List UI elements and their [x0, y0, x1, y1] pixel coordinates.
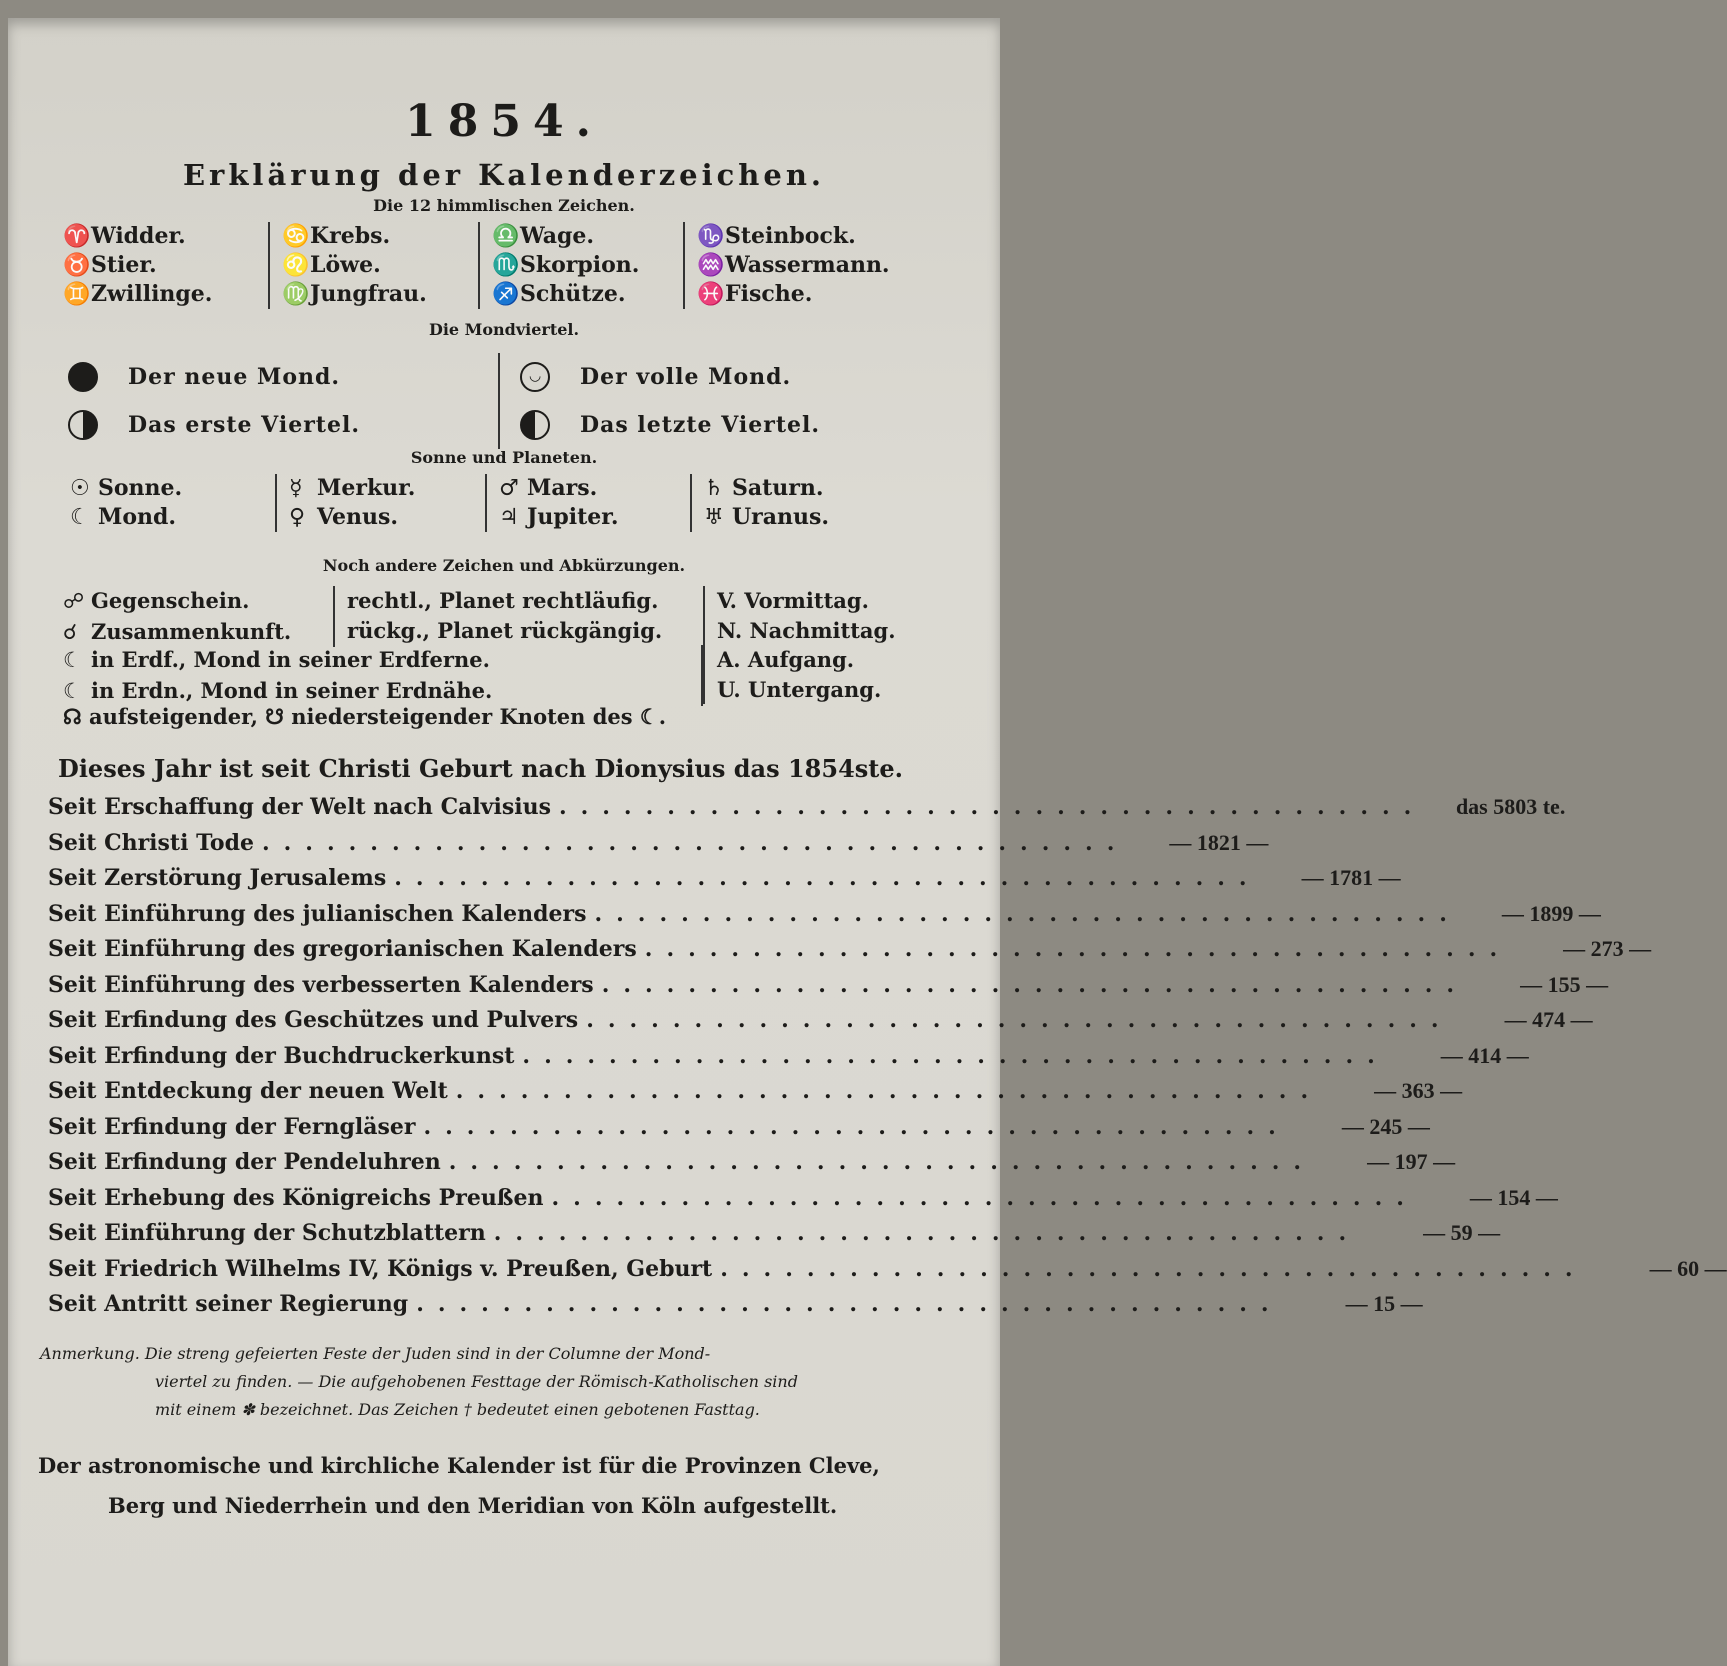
item-label: Krebs. [310, 223, 391, 249]
planets-column [690, 474, 940, 532]
epoch-label: Seit Einführung der Schutzblattern [48, 1220, 486, 1246]
sign-label: in Erdn., Mond in seiner Erdnähe. [91, 677, 493, 703]
other-heading: Noch andere Zeichen und Abkürzungen. [322, 556, 686, 575]
epoch-label: Seit Erhebung des Königreichs Preußen [48, 1184, 544, 1211]
item-label: Löwe. [310, 252, 381, 278]
footer-line: Der astronomische und kirchliche Kalender ist für die Provinzen Cleve, [38, 1453, 880, 1478]
zodiac-item [492, 280, 683, 309]
epoch-row [48, 900, 1601, 937]
epoch-label: Seit Einführung des verbesserten Kalenders [48, 971, 594, 998]
phase-label: Der neue Mond. [128, 364, 341, 390]
planets-item [499, 503, 690, 532]
saturn-icon: ♄ [704, 476, 724, 501]
phase-label: Das letzte Viertel. [580, 412, 821, 438]
zodiac-column [268, 222, 478, 309]
moon-icon: ☾ [63, 648, 82, 672]
epoch-value: — 1821 — [1169, 829, 1269, 855]
year-line: Dieses Jahr ist seit Christi Geburt nach Dionysius das 1854ste. [58, 754, 903, 783]
leader-dots: ........................................ [551, 1184, 1418, 1211]
löwe-icon: ♌ [282, 253, 310, 278]
epoch-list [48, 794, 1727, 1327]
footer-line: Berg und Niederrhein und den Meridian von Köln aufgestellt. [108, 1493, 838, 1518]
epoch-row [48, 1078, 1463, 1114]
abbrev-untergang: U. Untergang. [717, 676, 882, 702]
phase-label: Das erste Viertel. [128, 412, 360, 438]
abbrev-vormittag: V. Vormittag. [717, 588, 869, 613]
abbrev-nachmittag: N. Nachmittag. [717, 617, 896, 643]
epoch-value: — 414 — [1440, 1042, 1529, 1068]
sign-label: in Erdf., Mond in seiner Erdferne. [91, 647, 490, 672]
epoch-value: das 5803 te. [1455, 794, 1566, 819]
zodiac-column [683, 222, 940, 309]
moon-heading: Die Mondviertel. [428, 320, 580, 339]
item-label: Widder. [91, 223, 186, 249]
moon-icon: ☾ [63, 678, 82, 703]
item-label: Skorpion. [520, 252, 640, 278]
leader-dots: ........................................ [455, 1078, 1323, 1104]
page-subtitle: Erklärung der Kalenderzeichen. [182, 158, 826, 192]
item-label: Mars. [527, 475, 598, 501]
note-line: Anmerkung. Die streng gefeierten Feste der Juden sind in der Columne der Mond- [40, 1344, 711, 1363]
planets-column [485, 474, 690, 532]
epoch-row [48, 1184, 1558, 1221]
leader-dots: ........................................ [558, 794, 1426, 820]
epoch-label: Seit Erschaffung der Welt nach Calvisius [48, 794, 551, 820]
epoch-row [48, 829, 1269, 866]
epoch-value: — 155 — [1520, 971, 1609, 997]
item-label: Steinbock. [725, 223, 856, 249]
abbrev-rechtl: rechtl., Planet rechtläufig. [347, 588, 659, 613]
item-label: Wassermann. [725, 252, 890, 278]
other-sign [63, 586, 333, 617]
leader-dots: ........................................ [522, 1042, 1389, 1069]
leader-dots: ........................................ [594, 900, 1461, 927]
planets-table [70, 474, 940, 532]
epoch-value: — 245 — [1341, 1113, 1430, 1139]
epoch-label: Seit Einführung des gregorianischen Kalenders [48, 936, 637, 962]
krebs-icon: ♋ [282, 224, 310, 249]
abbrev-aufgang: A. Aufgang. [717, 647, 855, 672]
leader-dots: ........................................ [493, 1220, 1361, 1246]
leader-dots: ........................................ [586, 1007, 1453, 1033]
epoch-row [48, 1220, 1501, 1256]
zodiac-item [492, 222, 683, 251]
item-label: Schütze. [520, 281, 626, 307]
widder-icon: ♈ [63, 224, 91, 249]
epoch-row [48, 1149, 1456, 1185]
item-label: Fische. [725, 281, 813, 307]
epoch-value: — 474 — [1504, 1007, 1593, 1032]
zodiac-item [282, 251, 478, 280]
other-sign [63, 676, 701, 707]
zodiac-item [63, 251, 268, 280]
item-label: Stier. [91, 252, 157, 278]
leader-dots: ........................................ [416, 1291, 1283, 1317]
planets-item [704, 474, 940, 503]
epoch-label: Seit Entdeckung der neuen Welt [48, 1078, 448, 1104]
epoch-value: — 1781 — [1301, 865, 1401, 890]
merkur-icon: ☿ [289, 476, 303, 501]
moon-phase-first [68, 401, 498, 449]
steinbock-icon: ♑ [697, 224, 725, 249]
ascending-node-icon: ☊ [63, 704, 82, 729]
schütze-icon: ♐ [492, 282, 520, 307]
item-label: Saturn. [732, 475, 824, 501]
moon-phase-new [68, 353, 498, 401]
leader-dots: ........................................ [261, 829, 1129, 856]
zodiac-column [478, 222, 683, 309]
planets-item [70, 474, 275, 503]
item-label: Jupiter. [527, 504, 619, 530]
last-quarter-icon [520, 410, 550, 440]
opposition-icon: ☍ [63, 589, 85, 613]
epoch-row [48, 971, 1609, 1008]
zodiac-item [492, 251, 683, 280]
item-label: Sonne. [98, 475, 183, 501]
conjunction-icon: ☌ [63, 619, 78, 644]
stier-icon: ♉ [63, 253, 91, 278]
knot-text: niedersteigender Knoten des [291, 704, 633, 729]
epoch-label: Seit Christi Tode [48, 829, 254, 856]
zodiac-table [63, 222, 940, 309]
note-line: mit einem ✽ bezeichnet. Das Zeichen † bedeutet einen gebotenen Fasttag. [155, 1400, 760, 1419]
epoch-row [48, 1255, 1727, 1292]
mond-icon: ☾ [70, 505, 90, 530]
moon-icon: ☾. [639, 704, 667, 729]
epoch-value: — 154 — [1469, 1184, 1558, 1210]
epoch-label: Seit Erfindung der Buchdruckerkunst [48, 1042, 515, 1069]
epoch-value: — 1899 — [1501, 900, 1601, 926]
epoch-value: — 197 — [1367, 1149, 1456, 1174]
epoch-label: Seit Zerstörung Jerusalems [48, 865, 387, 891]
mars-icon: ♂ [499, 476, 519, 501]
epoch-label: Seit Antritt seiner Regierung [48, 1291, 409, 1317]
epoch-row [48, 1007, 1593, 1043]
descending-node-icon: ☋ [265, 704, 284, 729]
planets-item [70, 503, 275, 532]
epoch-value: — 59 — [1423, 1220, 1501, 1245]
epoch-row [48, 794, 1566, 830]
sign-label: Gegenschein. [91, 588, 250, 613]
epoch-label: Seit Erfindung der Pendeluhren [48, 1149, 441, 1175]
moon-phases [68, 353, 940, 449]
planets-item [704, 503, 940, 532]
zodiac-item [282, 280, 478, 309]
leader-dots: ........................................ [423, 1113, 1290, 1140]
leader-dots: ........................................ [394, 865, 1261, 891]
leader-dots: ........................................ [601, 971, 1469, 998]
zodiac-item [63, 222, 268, 251]
epoch-row [48, 1113, 1430, 1150]
phase-label: Der volle Mond. [580, 364, 792, 390]
fische-icon: ♓ [697, 282, 725, 307]
planets-item [289, 474, 485, 503]
zwillinge-icon: ♊ [63, 282, 91, 307]
epoch-row [48, 1042, 1529, 1079]
epoch-label: Seit Erfindung des Geschützes und Pulvers [48, 1007, 579, 1033]
jungfrau-icon: ♍ [282, 282, 310, 307]
zodiac-column [63, 222, 268, 309]
first-quarter-icon [68, 410, 98, 440]
zodiac-heading: Die 12 himmlischen Zeichen. [373, 196, 635, 215]
wage-icon: ♎ [492, 224, 520, 249]
planets-item [499, 474, 690, 503]
note-line: viertel zu finden. — Die aufgehobenen Festtage der Römisch-Katholischen sind [155, 1372, 798, 1391]
epoch-label: Seit Erfindung der Ferngläser [48, 1113, 416, 1140]
other-sign [63, 645, 701, 676]
item-label: Wage. [520, 223, 595, 249]
planets-heading: Sonne und Planeten. [410, 448, 598, 467]
abbrev-rueckg: rückg., Planet rückgängig. [347, 617, 663, 643]
epoch-value: — 60 — [1649, 1255, 1727, 1281]
uranus-icon: ♅ [704, 505, 724, 530]
moon-phase-full [520, 353, 940, 401]
moon-phase-last [520, 401, 940, 449]
epoch-row [48, 936, 1652, 972]
sonne-icon: ☉ [70, 476, 90, 501]
epoch-value: — 273 — [1563, 936, 1652, 961]
jupiter-icon: ♃ [499, 505, 519, 530]
venus-icon: ♀ [289, 505, 306, 530]
zodiac-item [63, 280, 268, 309]
zodiac-item [282, 222, 478, 251]
epoch-value: — 363 — [1374, 1078, 1463, 1103]
new-moon-icon [68, 362, 98, 392]
item-label: Merkur. [317, 475, 416, 501]
item-label: Jungfrau. [310, 281, 427, 307]
note [40, 1340, 955, 1424]
knot-line [63, 704, 666, 729]
zodiac-item [697, 251, 940, 280]
item-label: Venus. [317, 504, 399, 530]
sign-label: Zusammenkunft. [91, 618, 292, 644]
full-moon-icon [520, 362, 550, 392]
zodiac-item [697, 222, 940, 251]
planets-column [70, 474, 275, 532]
skorpion-icon: ♏ [492, 253, 520, 278]
epoch-row [48, 1291, 1423, 1327]
leader-dots: ........................................ [448, 1149, 1316, 1175]
other-signs [63, 586, 940, 706]
wassermann-icon: ♒ [697, 253, 725, 278]
item-label: Mond. [98, 504, 177, 530]
epoch-label: Seit Einführung des julianischen Kalenders [48, 900, 587, 927]
leader-dots: ........................................ [644, 936, 1512, 962]
item-label: Zwillinge. [91, 281, 213, 307]
other-sign [63, 617, 333, 648]
planets-column [275, 474, 485, 532]
epoch-value: — 15 — [1345, 1291, 1423, 1316]
item-label: Uranus. [732, 504, 830, 530]
epoch-label: Seit Friedrich Wilhelms IV, Königs v. Preußen, Geburt [48, 1255, 713, 1282]
planets-item [289, 503, 485, 532]
knot-text: aufsteigender, [88, 704, 258, 729]
page-title: 1854. [405, 96, 603, 147]
calendar-page [8, 18, 1727, 1666]
leader-dots: ........................................ [720, 1255, 1587, 1282]
zodiac-item [697, 280, 940, 309]
footer [38, 1446, 955, 1526]
epoch-row [48, 865, 1401, 901]
